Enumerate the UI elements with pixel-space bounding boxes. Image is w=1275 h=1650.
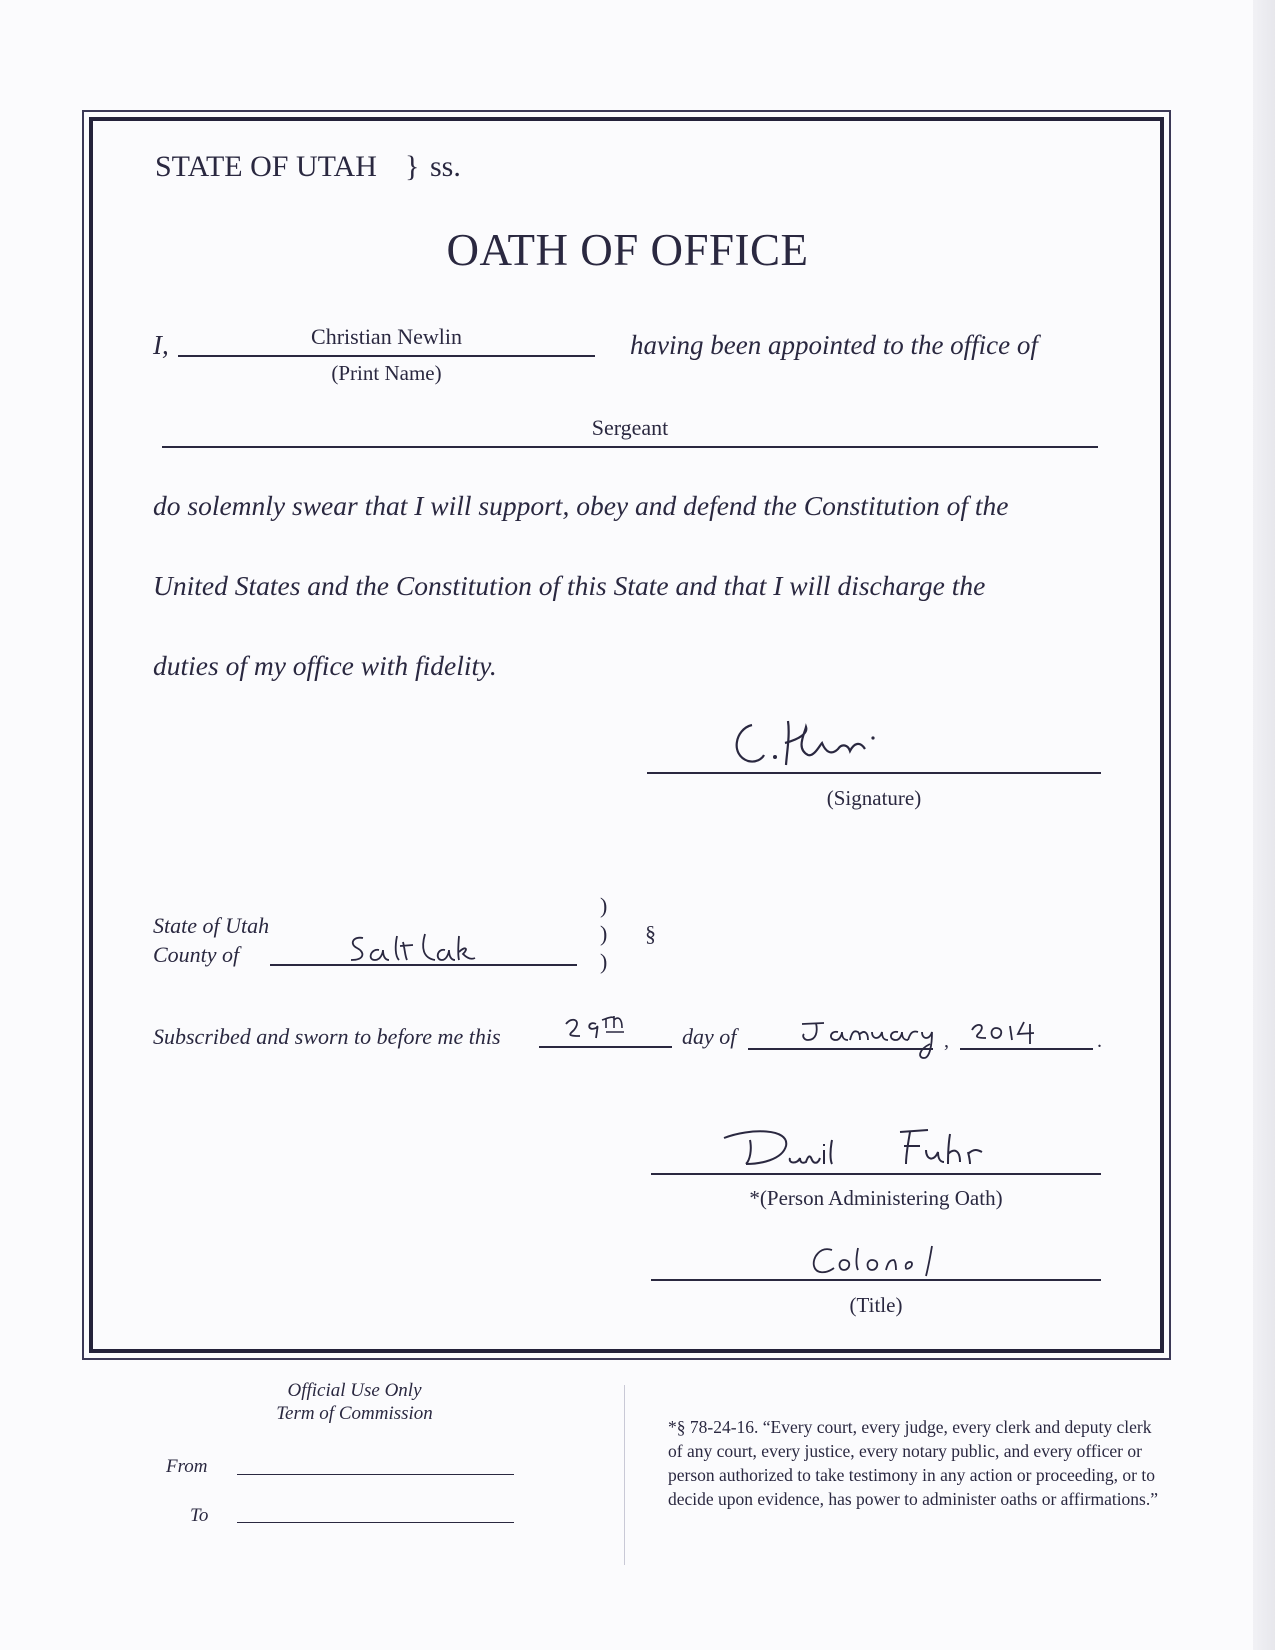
administrator-caption: *(Person Administering Oath) xyxy=(749,1186,1003,1210)
section-symbol: § xyxy=(645,921,656,946)
day-line xyxy=(539,1046,672,1048)
oath-line-2: United States and the Constitution of this State and that I will discharge the xyxy=(153,570,986,601)
page-title: OATH OF OFFICE xyxy=(446,225,809,275)
to-label: To xyxy=(190,1505,209,1526)
signature-handwriting xyxy=(730,715,900,770)
appointed-text: having been appointed to the office of xyxy=(630,330,1038,360)
from-line xyxy=(237,1474,514,1475)
date-comma: , xyxy=(944,1030,949,1052)
title-caption: (Title) xyxy=(849,1293,903,1317)
term-of-commission-heading: Term of Commission xyxy=(276,1403,433,1424)
brace: } xyxy=(405,150,420,183)
print-name-value: Christian Newlin xyxy=(311,324,462,349)
day-of-label: day of xyxy=(682,1024,737,1049)
office-value: Sergeant xyxy=(591,415,669,440)
signature-caption: (Signature) xyxy=(826,786,922,810)
print-name-line xyxy=(178,355,595,357)
oath-line-1: do solemnly swear that I will support, obey and defend the Constitution of the xyxy=(153,490,1009,521)
year-line xyxy=(960,1048,1093,1050)
venue-county-label: County of xyxy=(153,942,240,967)
official-use-heading: Official Use Only xyxy=(287,1380,422,1401)
ss-label: ss. xyxy=(430,150,461,183)
venue-state-label: State of Utah xyxy=(153,913,270,938)
print-name-caption: (Print Name) xyxy=(331,361,442,385)
administrator-line xyxy=(651,1173,1101,1175)
subscribed-label: Subscribed and sworn to before me this xyxy=(153,1024,501,1049)
year-handwriting xyxy=(970,1018,1050,1048)
statute-footnote: *§ 78-24-16. “Every court, every judge, every clerk and deputy clerk of any court, every justice, every notary public, and every officer or person authorized to take testimony in any action or proceeding, or to decide upon evidence, has power to administer oaths or affirmations.” xyxy=(668,1417,1159,1509)
state-heading: STATE OF UTAH xyxy=(155,150,377,183)
title-handwriting xyxy=(810,1242,960,1280)
office-line xyxy=(162,446,1098,448)
from-label: From xyxy=(166,1456,208,1477)
month-line xyxy=(748,1048,933,1050)
bottom-divider xyxy=(624,1385,625,1565)
venue-paren-2: ) xyxy=(600,921,608,946)
page-edge xyxy=(1253,0,1275,1650)
title-line xyxy=(651,1279,1101,1281)
i-label: I, xyxy=(153,330,169,360)
day-handwriting xyxy=(562,1014,632,1044)
county-handwriting xyxy=(345,930,480,965)
oath-line-3: duties of my office with fidelity. xyxy=(153,650,497,681)
month-handwriting xyxy=(800,1018,940,1063)
administrator-signature xyxy=(720,1120,1020,1170)
to-line xyxy=(237,1522,514,1523)
venue-paren-3: ) xyxy=(600,949,608,974)
venue-paren-1: ) xyxy=(600,893,608,918)
county-line xyxy=(270,964,577,966)
date-period: . xyxy=(1097,1030,1102,1052)
signature-line xyxy=(647,772,1101,774)
